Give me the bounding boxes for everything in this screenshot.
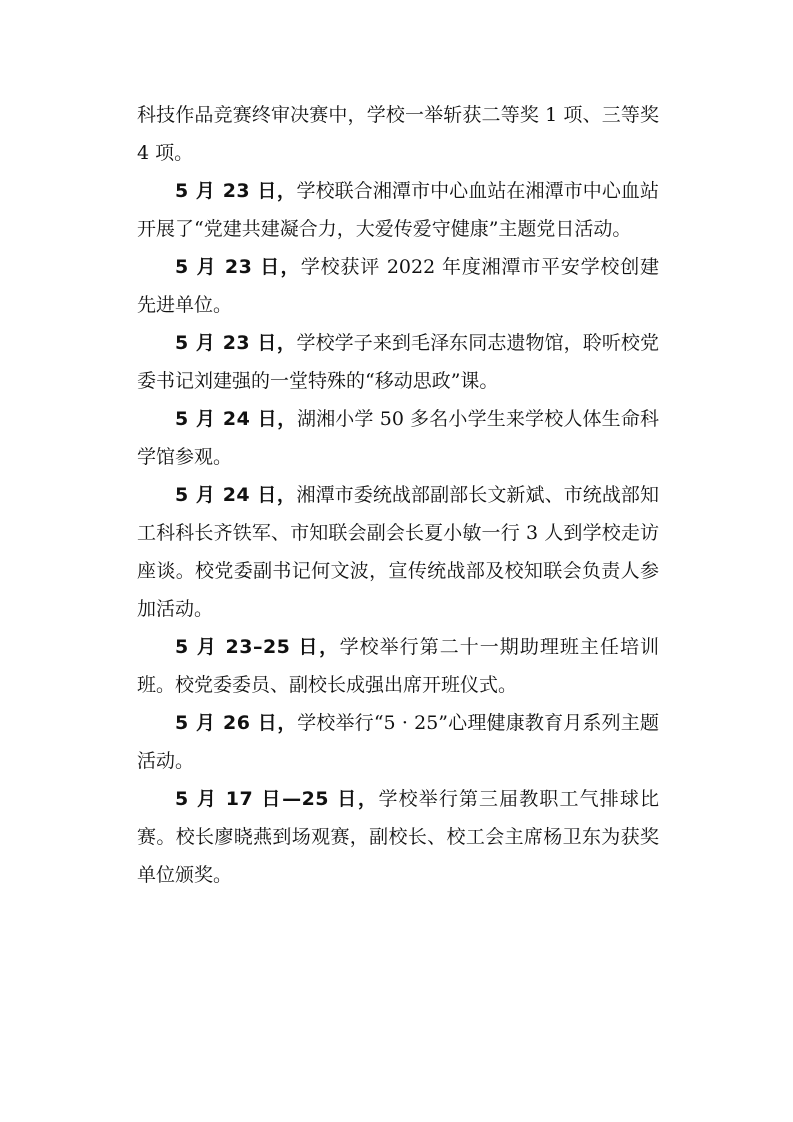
paragraph-date: 5 月 23–25 日，: [175, 636, 340, 658]
paragraph-4: [137, 324, 659, 400]
paragraph-text: 学校学子来到毛泽东同志遗物馆，聆听校党委书记刘建强的一堂特殊的“移动思政”课。: [137, 332, 659, 392]
paragraph-3: [137, 248, 659, 324]
paragraph-7: [137, 628, 659, 704]
paragraph-date: 5 月 17 日—25 日，: [175, 788, 379, 810]
paragraph-date: 5 月 24 日，: [175, 408, 297, 430]
document-body: [137, 96, 659, 894]
paragraph-5: [137, 400, 659, 476]
paragraph-text: 科技作品竞赛终审决赛中，学校一举斩获二等奖 1 项、三等奖 4 项。: [137, 104, 659, 164]
paragraph-date: 5 月 23 日，: [175, 180, 297, 202]
paragraph-date: 5 月 23 日，: [175, 332, 297, 354]
paragraph-text: 学校获评 2022 年度湘潭市平安学校创建先进单位。: [137, 256, 659, 316]
paragraph-1: [137, 96, 659, 172]
paragraph-2: [137, 172, 659, 248]
paragraph-text: 湘潭市委统战部副部长文新斌、市统战部知工科科长齐铁军、市知联会副会长夏小敏一行 3 人到学校走访座谈。校党委副书记何文波，宣传统战部及校知联会负责人参加活动。: [137, 484, 659, 620]
paragraph-text: 学校举行第三届教职工气排球比赛。校长廖晓燕到场观赛，副校长、校工会主席杨卫东为获奖单位颁奖。: [137, 788, 659, 886]
paragraph-date: 5 月 26 日，: [175, 712, 298, 734]
paragraph-text: 湖湘小学 50 多名小学生来学校人体生命科学馆参观。: [137, 408, 659, 468]
paragraph-8: [137, 704, 659, 780]
paragraph-date: 5 月 24 日，: [175, 484, 297, 506]
paragraph-9: [137, 780, 659, 894]
paragraph-text: 学校举行“5 · 25”心理健康教育月系列主题活动。: [137, 712, 659, 772]
paragraph-text: 学校举行第二十一期助理班主任培训班。校党委委员、副校长成强出席开班仪式。: [137, 636, 659, 696]
paragraph-6: [137, 476, 659, 628]
paragraph-text: 学校联合湘潭市中心血站在湘潭市中心血站开展了“党建共建凝合力，大爱传爱守健康”主题党日活动。: [137, 180, 659, 240]
paragraph-date: 5 月 23 日，: [175, 256, 301, 278]
